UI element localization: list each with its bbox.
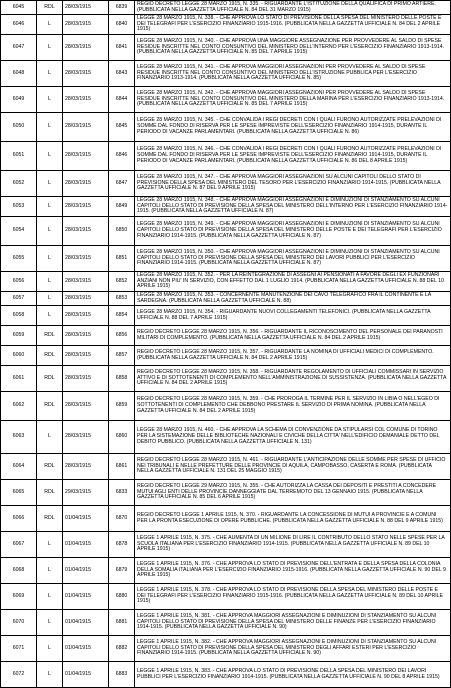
- act-description: REGIO DECRETO LEGGE 28 MARZO 1915, N. 335. - RIGUARDANTE L'ISTITUZIONE DELLA QUALIFICA DI PRIMO ARTIERE. (PUBBLICATA NELLA GAZZETTA UFFICIALE N. 84 DEL 31 MARZO 1915): [135, 1, 451, 15]
- table-row: [1, 392, 451, 421]
- page-number: 6856: [109, 326, 135, 346]
- act-type: RDL: [37, 392, 63, 421]
- row-number: 6045: [1, 1, 37, 15]
- act-description: REGIO DECRETO LEGGE 28 MARZO 1915, N. 359. - CHE PROROGA IL TERMINE PER IL SERVIZIO IN LIBIA O NELL'EGEO DI SOTTOTENENTI DI COMPLEMENTO CHE DEBBONO PRESTARE IL SERVIZIO DI PRIMA NOMINA. (PUBBLICATA NELLA GAZZETTA UFFICIALE N. 84 DEL 2 APRILE 1915): [135, 392, 451, 421]
- table-row: [1, 366, 451, 392]
- act-type: L: [37, 636, 63, 662]
- row-number: 6056: [1, 272, 37, 292]
- row-number: 6072: [1, 662, 37, 688]
- table-row: [1, 421, 451, 454]
- act-description: REGIO DECRETO LEGGE 28 MARZO 1915, N. 461. - RIGUARDANTE L'ANTICIPAZIONE DELLE SOMME PER SPESE DI UFFICIO NEI TRIBUNALI E NELLE PREFETTURE DELLE PROVINCIE DI AQUILA, CAMPOBASSO, CASERTA E ROMA. (PUBBLICATA NELLA GAZZETTA UFFICIALE N. 131 DEL 25 MAGGIO 1915): [135, 454, 451, 480]
- act-date: 29/03/1915: [63, 480, 109, 506]
- page-number: 6860: [109, 421, 135, 454]
- act-description: REGIO DECRETO LEGGE 28 MARZO 1915, N. 357. - RIGUARDANTE LA NOMINA DI UFFICIALI MEDICI DI COMPLEMENTO. (PUBBLICATA NELLA GAZZETTA UFFICIALE N. 84 DEL 2 APRILE 1915): [135, 346, 451, 366]
- act-description: REGIO DECRETO LEGGE 29 MARZO 1915, N. 355. - CHE AUTORIZZA LA CASSA DEI DEPOSITI E PRESTITI A CONCEDERE MUTUI AGLI ENTI DELLE PROVINCIE DANNEGGIATE DAL TERREMOTO DEL 13 GENNAIO 1915. (PUBBLICATA NELLA GAZZETTA UFFICIALE N. 85 DEL 6 APRILE 1915): [135, 480, 451, 506]
- act-type: L: [37, 61, 63, 87]
- page-number: 6879: [109, 558, 135, 584]
- act-date: 28/03/1915: [63, 421, 109, 454]
- row-number: 6048: [1, 61, 37, 87]
- page-number: 6858: [109, 366, 135, 392]
- act-date: 01/04/1915: [63, 558, 109, 584]
- table-row: [1, 142, 451, 171]
- page-number: 6851: [109, 246, 135, 272]
- act-date: 28/03/1915: [63, 272, 109, 292]
- act-description: LEGGE 28 MARZO 1915, N. 352. - PER LA REINTEGRAZIONE DI ASSEGNI AI PENSIONATI A FAVORE DEGLI EX FUNZIONARI ANZIANI NON PIU' IN SERVIZIO, CON EFFETTO DAL 1 LUGLIO 1914. (PUBBLICATA NELLA GAZZETTA UFFICIALE N. 88 DEL 10 APRILE 1915): [135, 272, 451, 292]
- table-row: [1, 326, 451, 346]
- act-date: 01/04/1915: [63, 636, 109, 662]
- act-type: L: [37, 246, 63, 272]
- act-type: RDL: [37, 1, 63, 15]
- page-number: 6847: [109, 171, 135, 197]
- table-row: [1, 532, 451, 558]
- row-number: 6068: [1, 558, 37, 584]
- table-row: [1, 35, 451, 61]
- table-row: [1, 346, 451, 366]
- act-date: 28/03/1915: [63, 142, 109, 171]
- row-number: 6071: [1, 636, 37, 662]
- page-number: 6840: [109, 15, 135, 35]
- act-date: 28/03/1915: [63, 197, 109, 217]
- row-number: 6062: [1, 392, 37, 421]
- page-number: 6844: [109, 87, 135, 113]
- act-description: LEGGE 28 MARZO 1915, N. 354. - RIGUARDANTE NUOVI COLLEGAMENTI TELEFONICI. (PUBBLICATA NELLA GAZZETTA UFFICIALE N. 88 DEL 7 APRILE 1915): [135, 306, 451, 326]
- act-date: 01/04/1915: [63, 584, 109, 610]
- act-description: LEGGE 28 MARZO 1915, N. 460. - CHE APPROVA LA SCHEMA DI CONVENZIONE DA STIPULARSI COL COMUNE DI TORINO PER LA SISTEMAZIONE DELLE BIBLIOTECHE NAZIONALI E CIVICHE DELLA CITTA' NELL'EDIFICIO DEMANIALE DETTO DEL DEBITO PUBBLICO. (PUBBLICATA NELLA GAZZETTA UFFICIALE N. 131): [135, 421, 451, 454]
- table-row: [1, 636, 451, 662]
- act-date: 28/03/1915: [63, 292, 109, 306]
- page-number: 6861: [109, 454, 135, 480]
- table-row: [1, 197, 451, 217]
- act-description: LEGGE 28 MARZO 1915, N. 346. - CHE CONVALIDA I REGI DECRETI CON I QUALI FURONO AUTORIZZATE PRELEVAZIONI DI SOMME DAL FONDO DI RISERVA PER LE SPESE IMPREVISTE DELL'ESERCIZIO FINANZIARIO 1914-1915, DURANTE IL PERIODO DI VACANZE PARLAMENTARI. (PUBBLICATA NELLA GAZZETTA UFFICIALE N. 86 DEL 8 APRILE 1915): [135, 142, 451, 171]
- act-description: LEGGE 28 MARZO 1915, N. 338. - CHE APPROVA LO STATO DI PREVISIONE DELLA SPESA DEL MINISTERO DELLE POSTE E DEI TELEGRAFI PER L'ESERCIZIO FINANZIARIO 1915-1916. (PUBBLICATA NELLA GAZZETTA UFFICIALE N. 84 DEL 2 APRILE 1915): [135, 15, 451, 35]
- page-number: 6843: [109, 61, 135, 87]
- page-number: 6849: [109, 197, 135, 217]
- row-number: 6047: [1, 35, 37, 61]
- act-description: LEGGE 28 MARZO 1915, N. 349. - CHE APPROVA MAGGIORI ASSEGNAZIONI E DIMINUZIONI DI STANZIAMENTO SU ALCUNI CAPITOLI DELLO STATO DI PREVISIONE DELLA SPESA DEL MINISTERO DELLE POSTE E DEI TELEGRAFI PER L'ESERCIZIO FINANZIARIO 1914-1915. (PUBBLICATA NELLA GAZZETTA UFFICIALE N. 87): [135, 217, 451, 246]
- row-number: 6053: [1, 197, 37, 217]
- act-date: 28/03/1915: [63, 366, 109, 392]
- act-type: L: [37, 421, 63, 454]
- act-date: 28/03/1915: [63, 454, 109, 480]
- act-date: 28/03/1915: [63, 326, 109, 346]
- row-number: 6051: [1, 142, 37, 171]
- act-type: RDL: [37, 366, 63, 392]
- act-date: 28/03/1915: [63, 113, 109, 142]
- act-type: L: [37, 662, 63, 688]
- table-row: [1, 558, 451, 584]
- row-number: 6046: [1, 15, 37, 35]
- page-number: 6854: [109, 306, 135, 326]
- register-body: [1, 1, 451, 688]
- act-type: L: [37, 113, 63, 142]
- table-row: [1, 272, 451, 292]
- table-row: [1, 292, 451, 306]
- act-description: LEGGE 1 APRILE 1915, N. 376. - CHE APPROVA LO STATO DI PREVISIONE DELL'ENTRATA E DELLA SPESA DELLA COLONIA DELLA SOMALIA ITALIANA PER L'ESERCIZIO FINANZIARIO 1915-1916. (PUBBLICATA NELLA GAZZETTA UFFICIALE N. 90 DEL 9 APRILE 1915): [135, 558, 451, 584]
- act-date: 01/04/1915: [63, 506, 109, 532]
- act-description: REGIO DECRETO LEGGE 28 MARZO 1915, N. 356. - RIGUARDANTE IL RICONOSCIMENTO DEL PERSONALE DEI PARANOSTI MILITARI DI COMPLEMENTO. (PUBBLICATA NELLA GAZZETTA UFFICIALE N. 84 DEL 2 APRILE 1915): [135, 326, 451, 346]
- act-description: LEGGE 28 MARZO 1915, N. 348. - CHE APPROVA MAGGIORI ASSEGNAZIONI E DIMINUZIONI DI STANZIAMENTO SU ALCUNI CAPITOLI DELLO STATO DI PREVISIONE DELLA SPESA DEL MINISTERO DELL'INTERNO PER L'ESERCIZIO FINANZIARIO 1914-1915. (PUBBLICATA NELLA GAZZETTA UFFICIALE N. 87): [135, 197, 451, 217]
- act-type: L: [37, 15, 63, 35]
- page-number: 6878: [109, 532, 135, 558]
- table-row: [1, 506, 451, 532]
- row-number: 6055: [1, 246, 37, 272]
- page-number: 6852: [109, 272, 135, 292]
- act-type: L: [37, 306, 63, 326]
- act-description: LEGGE 28 MARZO 1915, N. 342. - CHE APPROVA MAGGIORI ASSEGNAZIONI PER PROVVEDERE AL SALDO DI SPESE RESIDUE INSCRITTE NEL CONTO CONSUNTIVO DEL MINISTERO DELLA MARINA PER L'ESERCIZIO FINANZIARIO 1913-1914. (PUBBLICATA NELLA GAZZETTA UFFICIALE N. 85 DEL 7 APRILE 1915): [135, 87, 451, 113]
- act-type: L: [37, 35, 63, 61]
- act-date: 01/04/1915: [63, 532, 109, 558]
- row-number: 6061: [1, 366, 37, 392]
- table-row: [1, 610, 451, 636]
- row-number: 6050: [1, 113, 37, 142]
- act-type: L: [37, 610, 63, 636]
- act-date: 28/03/1915: [63, 87, 109, 113]
- act-date: 28/03/1915: [63, 15, 109, 35]
- row-number: 6054: [1, 217, 37, 246]
- act-type: L: [37, 171, 63, 197]
- table-row: [1, 480, 451, 506]
- act-date: 28/03/1915: [63, 61, 109, 87]
- act-description: LEGGE 1 APRILE 1915, N. 375. - CHE AUMENTA DI UN MILIONE DI LIRE IL CONTRIBUTO DELLO STATO NELLE SPESE PER LA SCUOLA ITALIANA PER L'ESERCIZIO FINANZIARIO 1914-1915. (PUBBLICATA NELLA GAZZETTA UFFICIALE N. 89 DEL 10 APRILE 1915): [135, 532, 451, 558]
- page-number: 6882: [109, 636, 135, 662]
- page-number: 6841: [109, 35, 135, 61]
- table-row: [1, 61, 451, 87]
- act-type: L: [37, 87, 63, 113]
- act-date: 28/03/1915: [63, 171, 109, 197]
- page-number: 6850: [109, 217, 135, 246]
- act-description: LEGGE 1 APRILE 1915, N. 382. - CHE APPROVA MAGGIORI ASSEGNAZIONI E DIMINUZIONI DI STANZIAMENTO SU ALCUNI CAPITOLI DELLO STATO DI PREVISIONE DELLA SPESA DEL MINISTERO DEGLI AFFARI ESTERI PER L'ESERCIZIO FINANZIARIO 1914-1915. (PUBBLICATA NELLA GAZZETTA UFFICIALE N. 90): [135, 636, 451, 662]
- act-type: RDL: [37, 346, 63, 366]
- act-description: LEGGE 28 MARZO 1915, N. 345. - CHE CONVALIDA I REGI DECRETI CON I QUALI FURONO AUTORIZZATE PRELEVAZIONI DI SOMME DAL FONDO DI RISERVA PER LE SPESE IMPREVISTE DELL'ESERCIZIO FINANZIARIO 1914-1915, DURANTE IL PERIODO DI VACANZE PARLAMENTARI. (PUBBLICATA NELLA GAZZETTA UFFICIALE N. 86): [135, 113, 451, 142]
- page-number: 6857: [109, 346, 135, 366]
- act-type: L: [37, 558, 63, 584]
- act-date: 28/03/1915: [63, 35, 109, 61]
- row-number: 6060: [1, 346, 37, 366]
- act-date: 28/03/1915: [63, 217, 109, 246]
- act-type: RDL: [37, 506, 63, 532]
- row-number: 6052: [1, 171, 37, 197]
- page-number: 6881: [109, 610, 135, 636]
- row-number: 6069: [1, 584, 37, 610]
- table-row: [1, 113, 451, 142]
- act-type: RDL: [37, 480, 63, 506]
- row-number: 6057: [1, 292, 37, 306]
- page-number: 6870: [109, 506, 135, 532]
- table-row: [1, 246, 451, 272]
- row-number: 6067: [1, 532, 37, 558]
- act-description: LEGGE 28 MARZO 1915, N. 340. - CHE APPROVA UNA MAGGIORE ASSEGNAZIONE PER PROVVEDERE AL SALDO DI SPESE RESIDUE INSCRITTE NEL CONTO CONSUNTIVO DEL MINISTERO DELL'INTERNO PER L'ESERCIZIO FINANZIARIO 1913-1914. (PUBBLICATA NELLA GAZZETTA UFFICIALE N. 85 DEL 7 APRILE 1915): [135, 35, 451, 61]
- act-type: RDL: [37, 326, 63, 346]
- table-row: [1, 306, 451, 326]
- row-number: 6049: [1, 87, 37, 113]
- page-number: 6846: [109, 142, 135, 171]
- act-date: 01/04/1915: [63, 610, 109, 636]
- page-number: 6859: [109, 392, 135, 421]
- act-type: RDL: [37, 454, 63, 480]
- table-row: [1, 15, 451, 35]
- row-number: 6063: [1, 421, 37, 454]
- act-description: LEGGE 1 APRILE 1915, N. 383. - CHE APPROVA LO STATO DI PREVISIONE DELLA SPESA DEL MINISTERO DEI LAVORI PUBBLICI PER L'ESERCIZIO FINANZIARIO 1914-1915. (PUBBLICATA NELLA GAZZETTA UFFICIALE N. 90 DEL 8 APRILE 1915): [135, 662, 451, 688]
- page-number: 6883: [109, 662, 135, 688]
- act-description: REGIO DECRETO LEGGE 28 MARZO 1915, N. 358. - RIGUARDANTE REGOLAMENTO DI UFFICIALI COMMISSARI IN SERVIZIO ATTIVO E DI SOTTOTENENTI DI COMPLEMENTO NELL'AMMINISTRAZIONE DI SUSSISTENZA. (PUBBLICATA NELLA GAZZETTA UFFICIALE N. 84 DEL 2 APRILE 1915): [135, 366, 451, 392]
- act-type: L: [37, 532, 63, 558]
- table-row: [1, 171, 451, 197]
- act-type: L: [37, 142, 63, 171]
- page-number: 6839: [109, 1, 135, 15]
- table-row: [1, 87, 451, 113]
- act-date: 01/04/1915: [63, 662, 109, 688]
- table-row: [1, 217, 451, 246]
- act-date: 28/03/1915: [63, 392, 109, 421]
- act-date: 28/03/1915: [63, 1, 109, 15]
- act-date: 28/03/1915: [63, 306, 109, 326]
- row-number: 6059: [1, 326, 37, 346]
- row-number: 6058: [1, 306, 37, 326]
- table-row: [1, 662, 451, 688]
- act-description: LEGGE 28 MARZO 1915, N. 353. - CONCERNENTE MANUTENZIONE DEI CAVO TELEGRAFICO FRA IL CONTINENTE E LA SARDEGNA. (PUBBLICATA NELLA GAZZETTA UFFICIALE N. 88): [135, 292, 451, 306]
- row-number: 6066: [1, 506, 37, 532]
- table-row: [1, 1, 451, 15]
- row-number: 6065: [1, 480, 37, 506]
- page-number: 6880: [109, 584, 135, 610]
- act-date: 28/03/1915: [63, 346, 109, 366]
- act-description: LEGGE 1 APRILE 1915, N. 381. - CHE APPROVA MAGGIORI ASSEGNAZIONI E DIMINUZIONI DI STANZIAMENTO SU ALCUNI CAPITOLI DELLO STATO DI PREVISIONE DELLA SPESA DEL MINISTERO DELLE FINANZE PER L'ESERCIZIO FINANZIARIO 1914-1915. (PUBBLICATA NELLA GAZZETTA UFFICIALE N. 90): [135, 610, 451, 636]
- page-number: 6833: [109, 480, 135, 506]
- row-number: 6064: [1, 454, 37, 480]
- act-description: LEGGE 1 APRILE 1915, N. 378. - CHE APPROVA LO STATO DI PREVISIONE DELLA SPESA DEL MINISTERO DELLE POSTE E DEI TELEGRAFI PER L'ESERCIZIO FINANZIARIO 1915-1916. (PUBBLICATA NELLA GAZZETTA UFFICIALE N. 89 DEL 10 APRILE 1915): [135, 584, 451, 610]
- page-number: 6853: [109, 292, 135, 306]
- page-number: 6845: [109, 113, 135, 142]
- act-description: REGIO DECRETO LEGGE 1 APRILE 1915, N. 370. - RIGUARDANTE LA CONCESSIONE DI MUTUI A PROVINCIE E A COMUNI PER LA PRONTA ESECUZIONE DI OPERE PUBBLICHE. (PUBBLICATA NELLA GAZZETTA UFFICIALE N. 88 DEL 9 APRILE 1915): [135, 506, 451, 532]
- act-description: LEGGE 28 MARZO 1915, N. 347. - CHE APPROVA MAGGIORI ASSEGNAZIONI SU ALCUNI CAPITOLI DELLO STATO DI PREVISIONE DELLA SPESA DEL MINISTERO DEL TESORO PER L'ESERCIZIO FINANZIARIO 1914-1915. (PUBBLICATA NELLA GAZZETTA UFFICIALE N. 87 DEL 9 APRILE 1915): [135, 171, 451, 197]
- act-description: LEGGE 28 MARZO 1915, N. 341. - CHE APPROVA MAGGIORI ASSEGNAZIONI PER PROVVEDERE AL SALDO DI SPESE RESIDUE INSCRITTE NEL CONTO CONSUNTIVO DEL MINISTERO DELL'ISTRUZIONE PUBBLICA PER L'ESERCIZIO FINANZIARIO 1913-1914. (PUBBLICATA NELLA GAZZETTA UFFICIALE N. 85): [135, 61, 451, 87]
- table-row: [1, 454, 451, 480]
- act-type: L: [37, 197, 63, 217]
- row-number: 6070: [1, 610, 37, 636]
- act-date: 28/03/1915: [63, 246, 109, 272]
- act-type: L: [37, 272, 63, 292]
- act-type: L: [37, 217, 63, 246]
- act-type: L: [37, 584, 63, 610]
- act-description: LEGGE 28 MARZO 1915, N. 350. - CHE APPROVA MAGGIORI ASSEGNAZIONI E DIMINUZIONI DI STANZIAMENTO SU ALCUNI CAPITOLI DELLO STATO DI PREVISIONE DELLA SPESA DEL MINISTERO DEI LAVORI PUBBLICI PER L'ESERCIZIO FINANZIARIO 1914-1915. (PUBBLICATA NELLA GAZZETTA UFFICIALE N. 87): [135, 246, 451, 272]
- act-type: L: [37, 292, 63, 306]
- table-row: [1, 584, 451, 610]
